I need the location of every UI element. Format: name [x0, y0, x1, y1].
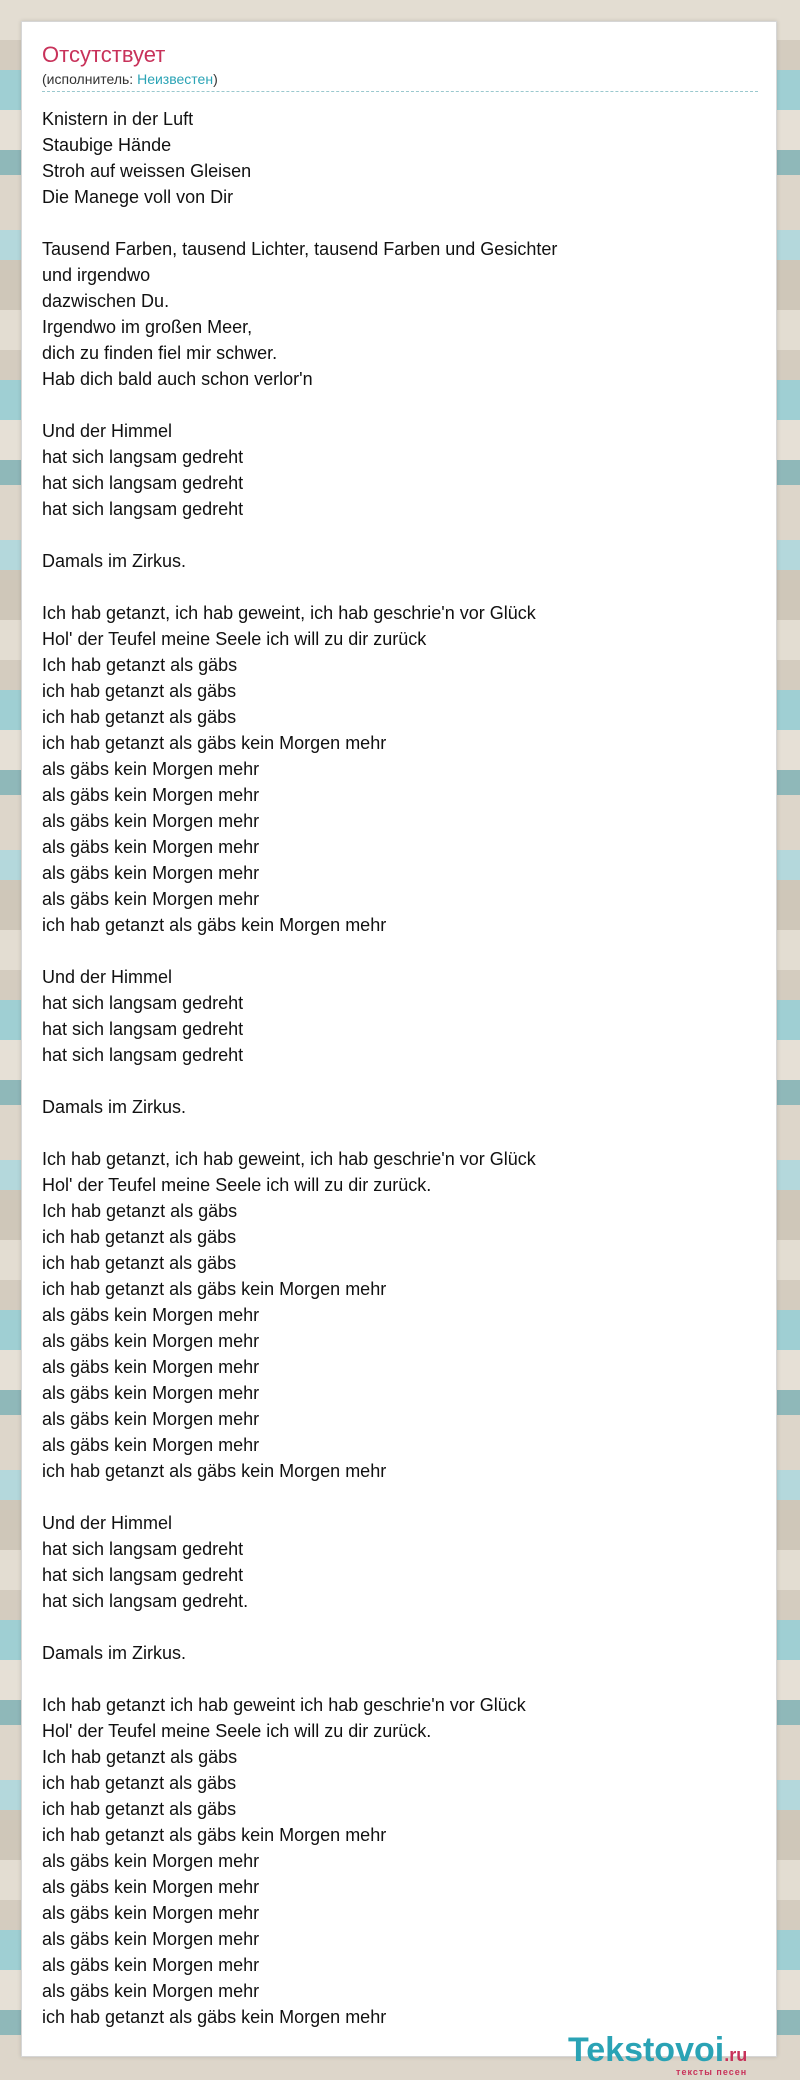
- lyrics-blank-line: [42, 210, 758, 236]
- lyrics-line: als gäbs kein Morgen mehr: [42, 1929, 260, 1949]
- lyrics-line: Ich hab getanzt ich hab geweint ich hab geschrie'n vor Glück: [42, 1695, 526, 1715]
- lyrics-line: Stroh auf weissen Gleisen: [42, 161, 252, 181]
- song-title: Отсутствует: [42, 42, 166, 67]
- lyrics-line: Hol' der Teufel meine Seele ich will zu dir zurück.: [42, 1175, 432, 1195]
- logo-tagline: тексты песен: [676, 2067, 748, 2077]
- lyrics-line: und irgendwo: [42, 265, 151, 285]
- lyrics-line: Und der Himmel: [42, 967, 173, 987]
- lyrics-line: Ich hab getanzt, ich hab geweint, ich hab geschrie'n vor Glück: [42, 603, 536, 623]
- lyrics-line: hat sich langsam gedreht: [42, 1565, 244, 1585]
- lyrics-line: ich hab getanzt als gäbs: [42, 1253, 237, 1273]
- lyrics-line: ich hab getanzt als gäbs kein Morgen mehr: [42, 915, 387, 935]
- artist-suffix: ): [213, 71, 218, 87]
- lyrics-line: hat sich langsam gedreht: [42, 447, 244, 467]
- lyrics-line: als gäbs kein Morgen mehr: [42, 889, 260, 909]
- lyrics-line: Hol' der Teufel meine Seele ich will zu dir zurück.: [42, 1721, 432, 1741]
- lyrics-line: ich hab getanzt als gäbs kein Morgen mehr: [42, 1279, 387, 1299]
- artist-line: [42, 70, 758, 88]
- lyrics-line: als gäbs kein Morgen mehr: [42, 1981, 260, 2001]
- lyrics-line: hat sich langsam gedreht: [42, 473, 244, 493]
- lyrics-blank-line: [42, 1120, 758, 1146]
- lyrics-line: als gäbs kein Morgen mehr: [42, 1305, 260, 1325]
- lyrics-line: ich hab getanzt als gäbs: [42, 707, 237, 727]
- lyrics-line: als gäbs kein Morgen mehr: [42, 811, 260, 831]
- lyrics-line: hat sich langsam gedreht: [42, 1019, 244, 1039]
- lyrics-line: hat sich langsam gedreht: [42, 1539, 244, 1559]
- lyrics-blank-line: [42, 574, 758, 600]
- header-divider: [42, 91, 758, 92]
- lyrics-line: dazwischen Du.: [42, 291, 170, 311]
- lyrics-line: Tausend Farben, tausend Lichter, tausend Farben und Gesichter: [42, 239, 558, 259]
- lyrics-line: als gäbs kein Morgen mehr: [42, 1357, 260, 1377]
- lyrics-line: Staubige Hände: [42, 135, 172, 155]
- lyrics-blank-line: [42, 938, 758, 964]
- artist-link[interactable]: Неизвестен: [137, 71, 214, 87]
- lyrics-line: Die Manege voll von Dir: [42, 187, 234, 207]
- lyrics-line: Ich hab getanzt als gäbs: [42, 1201, 238, 1221]
- lyrics-line: hat sich langsam gedreht: [42, 1045, 244, 1065]
- lyrics-line: als gäbs kein Morgen mehr: [42, 1435, 260, 1455]
- lyrics-line: ich hab getanzt als gäbs kein Morgen mehr: [42, 2007, 387, 2027]
- lyrics-line: Hol' der Teufel meine Seele ich will zu dir zurück: [42, 629, 427, 649]
- lyrics-line: als gäbs kein Morgen mehr: [42, 1877, 260, 1897]
- artist-prefix: (исполнитель:: [42, 71, 138, 87]
- lyrics-line: als gäbs kein Morgen mehr: [42, 1851, 260, 1871]
- lyrics-line: als gäbs kein Morgen mehr: [42, 863, 260, 883]
- lyrics-line: Und der Himmel: [42, 421, 173, 441]
- lyrics-blank-line: [42, 1068, 758, 1094]
- lyrics-line: Ich hab getanzt als gäbs: [42, 655, 238, 675]
- lyrics-line: Damals im Zirkus.: [42, 551, 187, 571]
- song-header: [42, 42, 758, 92]
- lyrics-blank-line: [42, 1484, 758, 1510]
- logo-tld: .ru: [724, 2045, 748, 2065]
- lyrics-line: ich hab getanzt als gäbs: [42, 1227, 237, 1247]
- lyrics-line: als gäbs kein Morgen mehr: [42, 1331, 260, 1351]
- lyrics-line: ich hab getanzt als gäbs kein Morgen mehr: [42, 733, 387, 753]
- logo-wordmark: Tekstovoi: [568, 2031, 725, 2069]
- lyrics-line: als gäbs kein Morgen mehr: [42, 1903, 260, 1923]
- lyrics-line: Irgendwo im großen Meer,: [42, 317, 253, 337]
- lyrics-line: Hab dich bald auch schon verlor'n: [42, 369, 313, 389]
- lyrics-line: Damals im Zirkus.: [42, 1097, 187, 1117]
- lyrics-line: Knistern in der Luft: [42, 109, 194, 129]
- lyrics-line: Ich hab getanzt als gäbs: [42, 1747, 238, 1767]
- lyrics-line: als gäbs kein Morgen mehr: [42, 1383, 260, 1403]
- lyrics-line: Ich hab getanzt, ich hab geweint, ich hab geschrie'n vor Glück: [42, 1149, 536, 1169]
- lyrics-line: als gäbs kein Morgen mehr: [42, 837, 260, 857]
- lyrics-line: ich hab getanzt als gäbs: [42, 1799, 237, 1819]
- lyrics-line: hat sich langsam gedreht.: [42, 1591, 249, 1611]
- lyrics-line: als gäbs kein Morgen mehr: [42, 785, 260, 805]
- lyrics-line: dich zu finden fiel mir schwer.: [42, 343, 278, 363]
- lyrics-blank-line: [42, 522, 758, 548]
- lyrics-line: hat sich langsam gedreht: [42, 499, 244, 519]
- lyrics-line: Und der Himmel: [42, 1513, 173, 1533]
- lyrics-line: als gäbs kein Morgen mehr: [42, 1409, 260, 1429]
- lyrics-text: [42, 106, 758, 2030]
- lyrics-line: ich hab getanzt als gäbs: [42, 1773, 237, 1793]
- lyrics-line: hat sich langsam gedreht: [42, 993, 244, 1013]
- lyrics-line: ich hab getanzt als gäbs: [42, 681, 237, 701]
- lyrics-line: ich hab getanzt als gäbs kein Morgen mehr: [42, 1825, 387, 1845]
- lyrics-blank-line: [42, 392, 758, 418]
- lyrics-line: ich hab getanzt als gäbs kein Morgen mehr: [42, 1461, 387, 1481]
- lyrics-card: [21, 21, 777, 2077]
- lyrics-line: Damals im Zirkus.: [42, 1643, 187, 1663]
- lyrics-line: als gäbs kein Morgen mehr: [42, 1955, 260, 1975]
- lyrics-blank-line: [42, 1666, 758, 1692]
- lyrics-blank-line: [42, 1614, 758, 1640]
- site-logo[interactable]: [568, 2032, 747, 2076]
- lyrics-line: als gäbs kein Morgen mehr: [42, 759, 260, 779]
